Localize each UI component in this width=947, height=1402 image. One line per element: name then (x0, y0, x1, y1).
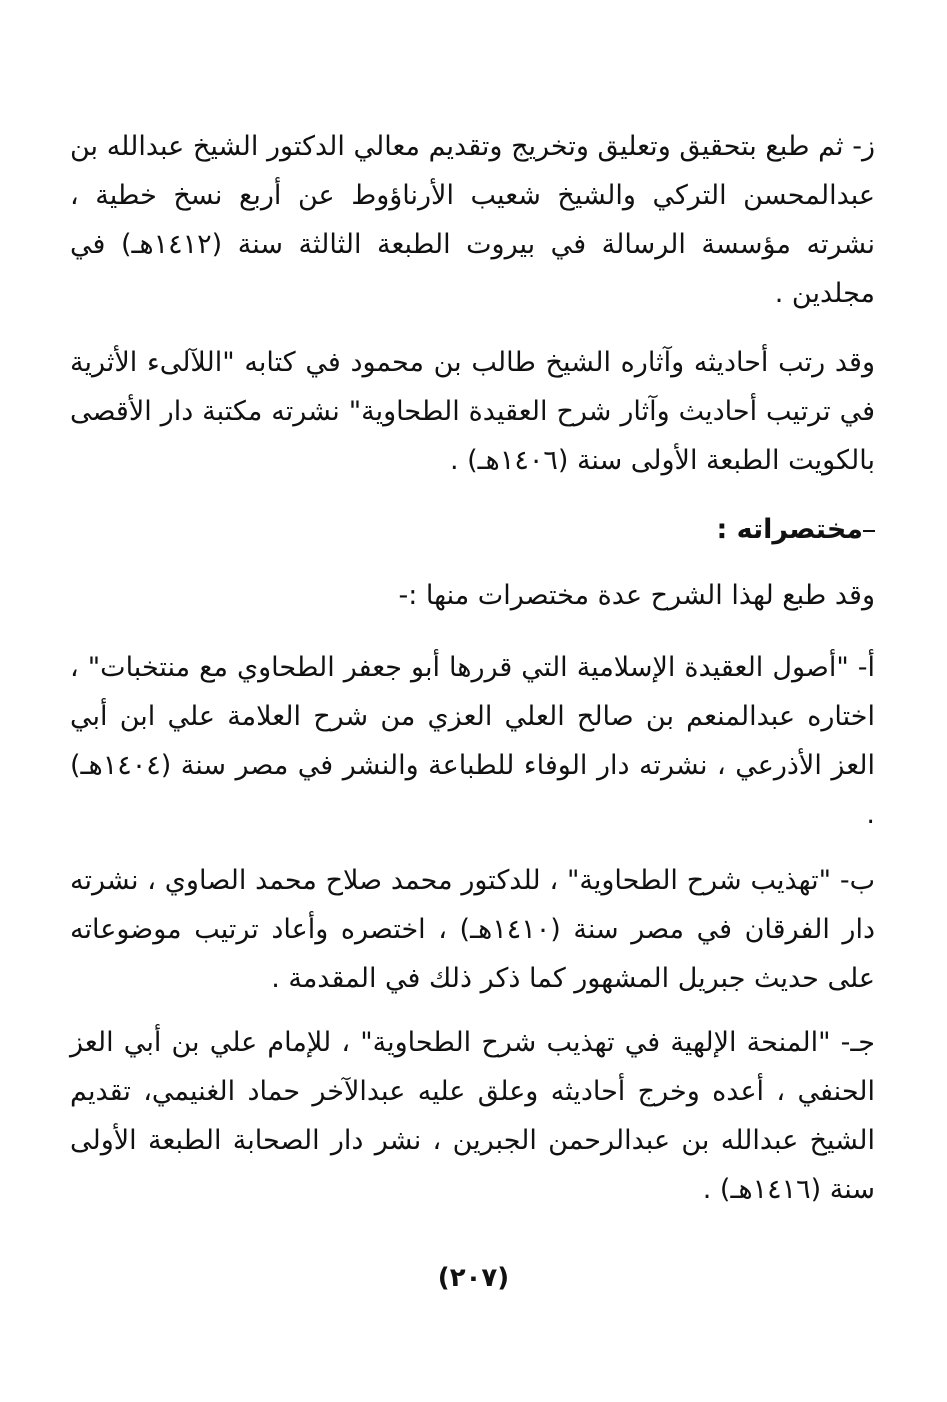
section-heading-abridgements (716, 505, 875, 554)
page-number: (٢٠٧) (437, 1263, 510, 1293)
section-heading-text: مختصراته : (716, 514, 863, 545)
paragraph-abridgement-a: أ- "أصول العقيدة الإسلامية التي قررها أبو جعفر الطحاوي مع منتخبات" ، اختاره عبدالمنعم بن صالح العلي العزي من شرح العلامة علي ابن أبي العز الأذرعي ، نشرته دار الوفاء للطباعة والنشر في مصر سنة (١٤٠٤هـ) . (70, 652, 875, 830)
paragraph-abridgements-intro: وقد طبع لهذا الشرح عدة مختصرات منها :- (398, 580, 875, 611)
heading-rule (863, 530, 875, 532)
paragraph-abridgement-j: جـ- "المنحة الإلهية في تهذيب شرح الطحاوية" ، للإمام علي بن أبي العز الحنفي ، أعده وخرج أحاديثه وعلق عليه عبدالآخر حماد الغنيمي، تقديم الشيخ عبدالله بن عبدالرحمن الجبرين ، نشر دار الصحابة الطبعة الأولى سنة (١٤١٦هـ) . (70, 1027, 875, 1205)
paragraph-publication-z: ز- ثم طبع بتحقيق وتعليق وتخريج وتقديم معالي الدكتور الشيخ عبدالله بن عبدالمحسن التركي والشيخ شعيب الأرناؤوط عن أربع نسخ خطية ، نشرته مؤسسة الرسالة في بيروت الطبعة الثالثة سنة (١٤١٢هـ) في مجلدين . (70, 131, 875, 309)
paragraph-arrangement: وقد رتب أحاديثه وآثاره الشيخ طالب بن محمود في كتابه "اللآلىء الأثرية في ترتيب أحاديث وآثار شرح العقيدة الطحاوية" نشرته مكتبة دار الأقصى بالكويت الطبعة الأولى سنة (١٤٠٦هـ) . (70, 347, 875, 476)
paragraph-abridgement-b: ب- "تهذيب شرح الطحاوية" ، للدكتور محمد صلاح محمد الصاوي ، نشرته دار الفرقان في مصر سنة (١٤١٠هـ) ، اختصره وأعاد ترتيب موضوعاته على حديث جبريل المشهور كما ذكر ذلك في المقدمة . (70, 865, 875, 994)
